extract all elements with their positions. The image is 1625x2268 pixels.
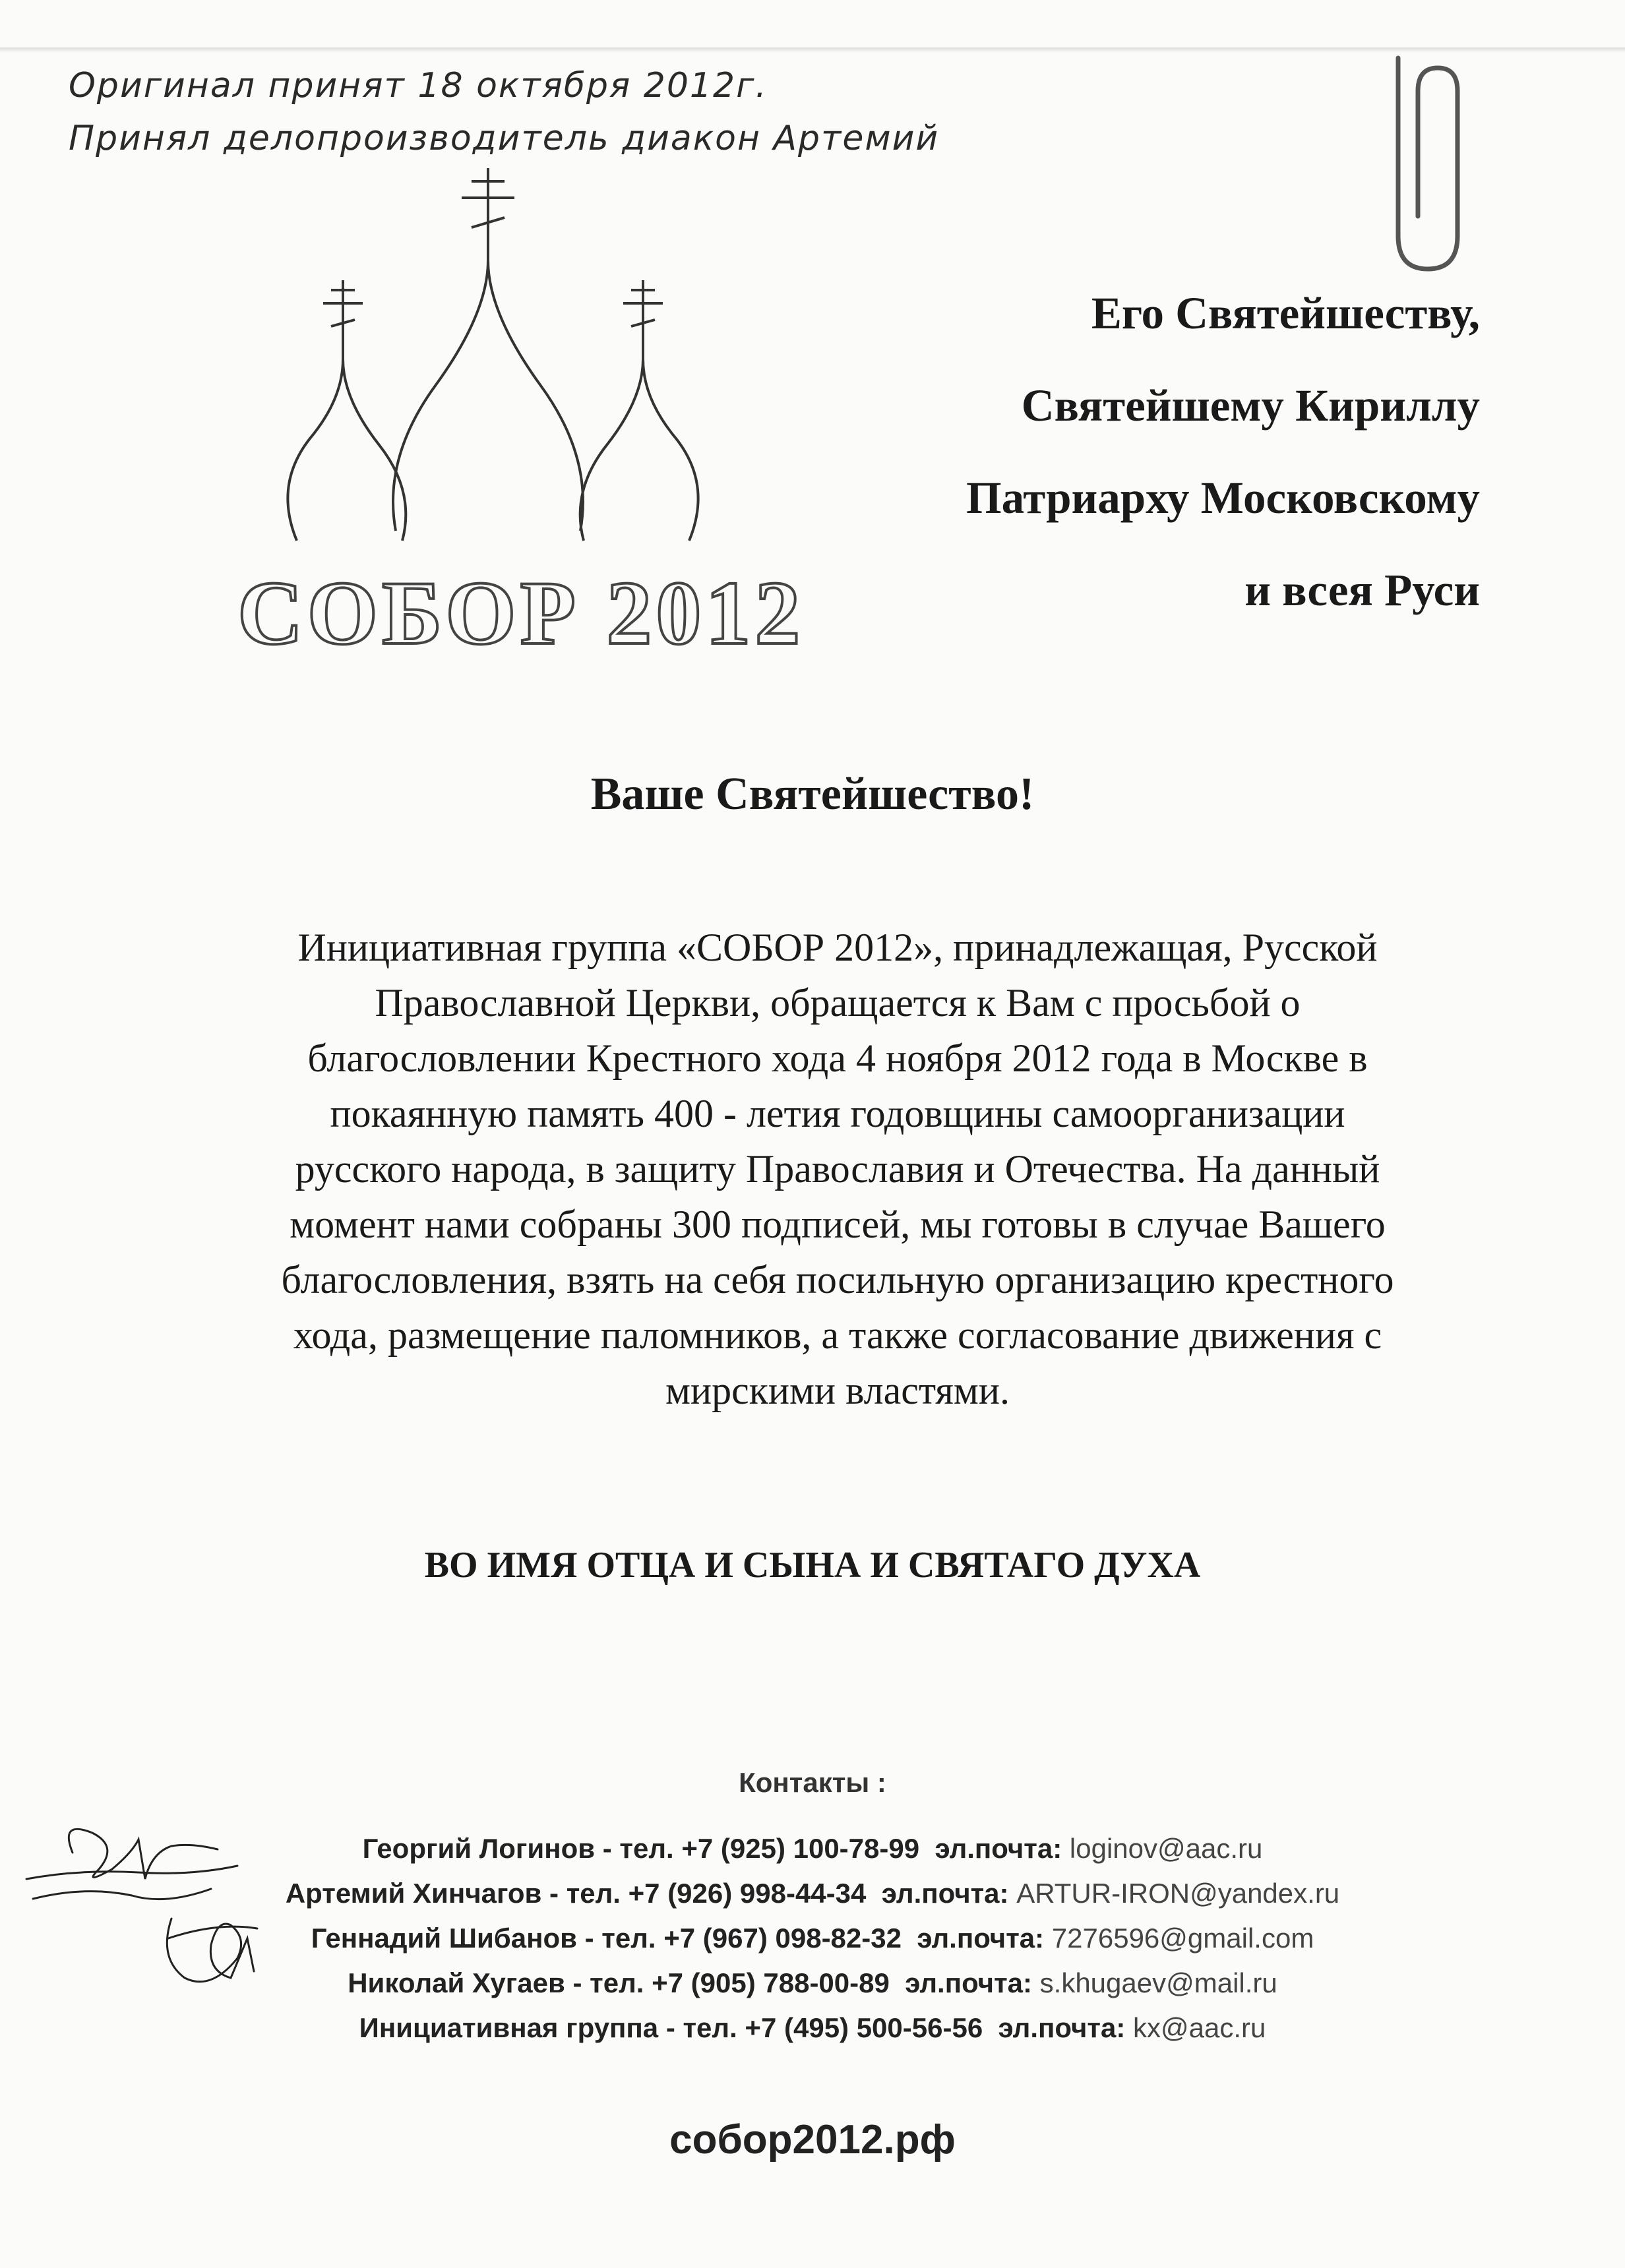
body-line: момент нами собраны 300 подписей, мы готовы в случае Вашего [290, 1203, 1386, 1246]
contacts-title: Контакты : [739, 1767, 886, 1798]
addressee-line: Святейшему Кириллу [1021, 380, 1480, 431]
contact-phone: тел. +7 (926) 998-44-34 [566, 1878, 867, 1909]
salutation: Ваше Святейшество! [590, 769, 1035, 820]
contact-email-label: эл.почта: [917, 1923, 1045, 1954]
body-line: благословления, взять на себя посильную организацию крестного [281, 1258, 1394, 1301]
body-line: мирскими властями. [665, 1369, 1010, 1412]
paper-clip-icon [1359, 51, 1490, 276]
contact-email: ARTUR-IRON@yandex.ru [1016, 1878, 1340, 1909]
contact-name: Геннадий Шибанов [311, 1923, 577, 1954]
contact-email: loginov@aac.ru [1069, 1833, 1263, 1864]
logo-text: СОБОР 2012 [237, 562, 805, 663]
contact-phone: тел. +7 (925) 100-78-99 [619, 1833, 920, 1864]
contact-email: kx@aac.ru [1132, 2012, 1266, 2043]
contact-email: 7276596@gmail.com [1051, 1923, 1314, 1954]
body-line: покаянную память 400 - летия годовщины самоорганизации [330, 1092, 1345, 1135]
letter-body [204, 920, 1471, 1418]
contact-name: Николай Хугаев [348, 1967, 565, 1998]
addressee-block [966, 267, 1480, 636]
body-line: Православной Церкви, обращается к Вам с просьбой о [375, 981, 1301, 1025]
addressee-line: и всея Руси [1244, 565, 1480, 615]
contact-row: Артемий Хинчагов - тел. +7 (926) 998-44-34 эл.почта: ARTUR-IRON@yandex.ru [285, 1878, 1340, 1909]
contact-name: Георгий Логинов [362, 1833, 596, 1864]
body-line: Инициативная группа «СОБОР 2012», принадлежащая, Русской [297, 926, 1378, 969]
body-line: русского народа, в защиту Православия и Отечества. На данный [295, 1147, 1380, 1191]
motto: ВО ИМЯ ОТЦА И СЫНА И СВЯТАГО ДУХА [424, 1545, 1201, 1586]
contact-name: Артемий Хинчагов [285, 1878, 542, 1909]
website: собор2012.рф [669, 2117, 956, 2163]
handwritten-note-line-2: Принял делопроизводитель диакон Артемий [69, 119, 940, 158]
body-line: хода, размещение паломников, а также согласование движения с [293, 1313, 1382, 1357]
contact-email-label: эл.почта: [935, 1833, 1062, 1864]
contact-row: Николай Хугаев - тел. +7 (905) 788-00-89 эл.почта: s.khugaev@mail.ru [348, 1967, 1277, 1998]
contact-email-label: эл.почта: [881, 1878, 1009, 1909]
contact-phone: тел. +7 (495) 500-56-56 [683, 2012, 983, 2043]
contact-phone: тел. +7 (967) 098-82-32 [601, 1923, 902, 1954]
body-line: благословлении Крестного хода 4 ноября 2012 года в Москве в [307, 1036, 1368, 1080]
contact-email: s.khugaev@mail.ru [1039, 1967, 1277, 1998]
contact-email-label: эл.почта: [905, 1967, 1032, 1998]
contact-phone: тел. +7 (905) 788-00-89 [590, 1967, 890, 1998]
contact-row: Инициативная группа - тел. +7 (495) 500-56-56 эл.почта: kx@aac.ru [359, 2012, 1266, 2043]
contact-row: Георгий Логинов - тел. +7 (925) 100-78-99 эл.почта: loginov@aac.ru [362, 1833, 1263, 1864]
addressee-line: Его Святейшеству, [1091, 288, 1480, 338]
contact-name: Инициативная группа [359, 2012, 659, 2043]
signature-icon [20, 1806, 297, 2004]
contact-email-label: эл.почта: [998, 2012, 1126, 2043]
handwritten-note-line-1: Оригинал принят 18 октября 2012г. [69, 66, 768, 105]
contact-row: Геннадий Шибанов - тел. +7 (967) 098-82-32 эл.почта: 7276596@gmail.com [311, 1923, 1314, 1954]
addressee-line: Патриарху Московскому [966, 473, 1480, 523]
